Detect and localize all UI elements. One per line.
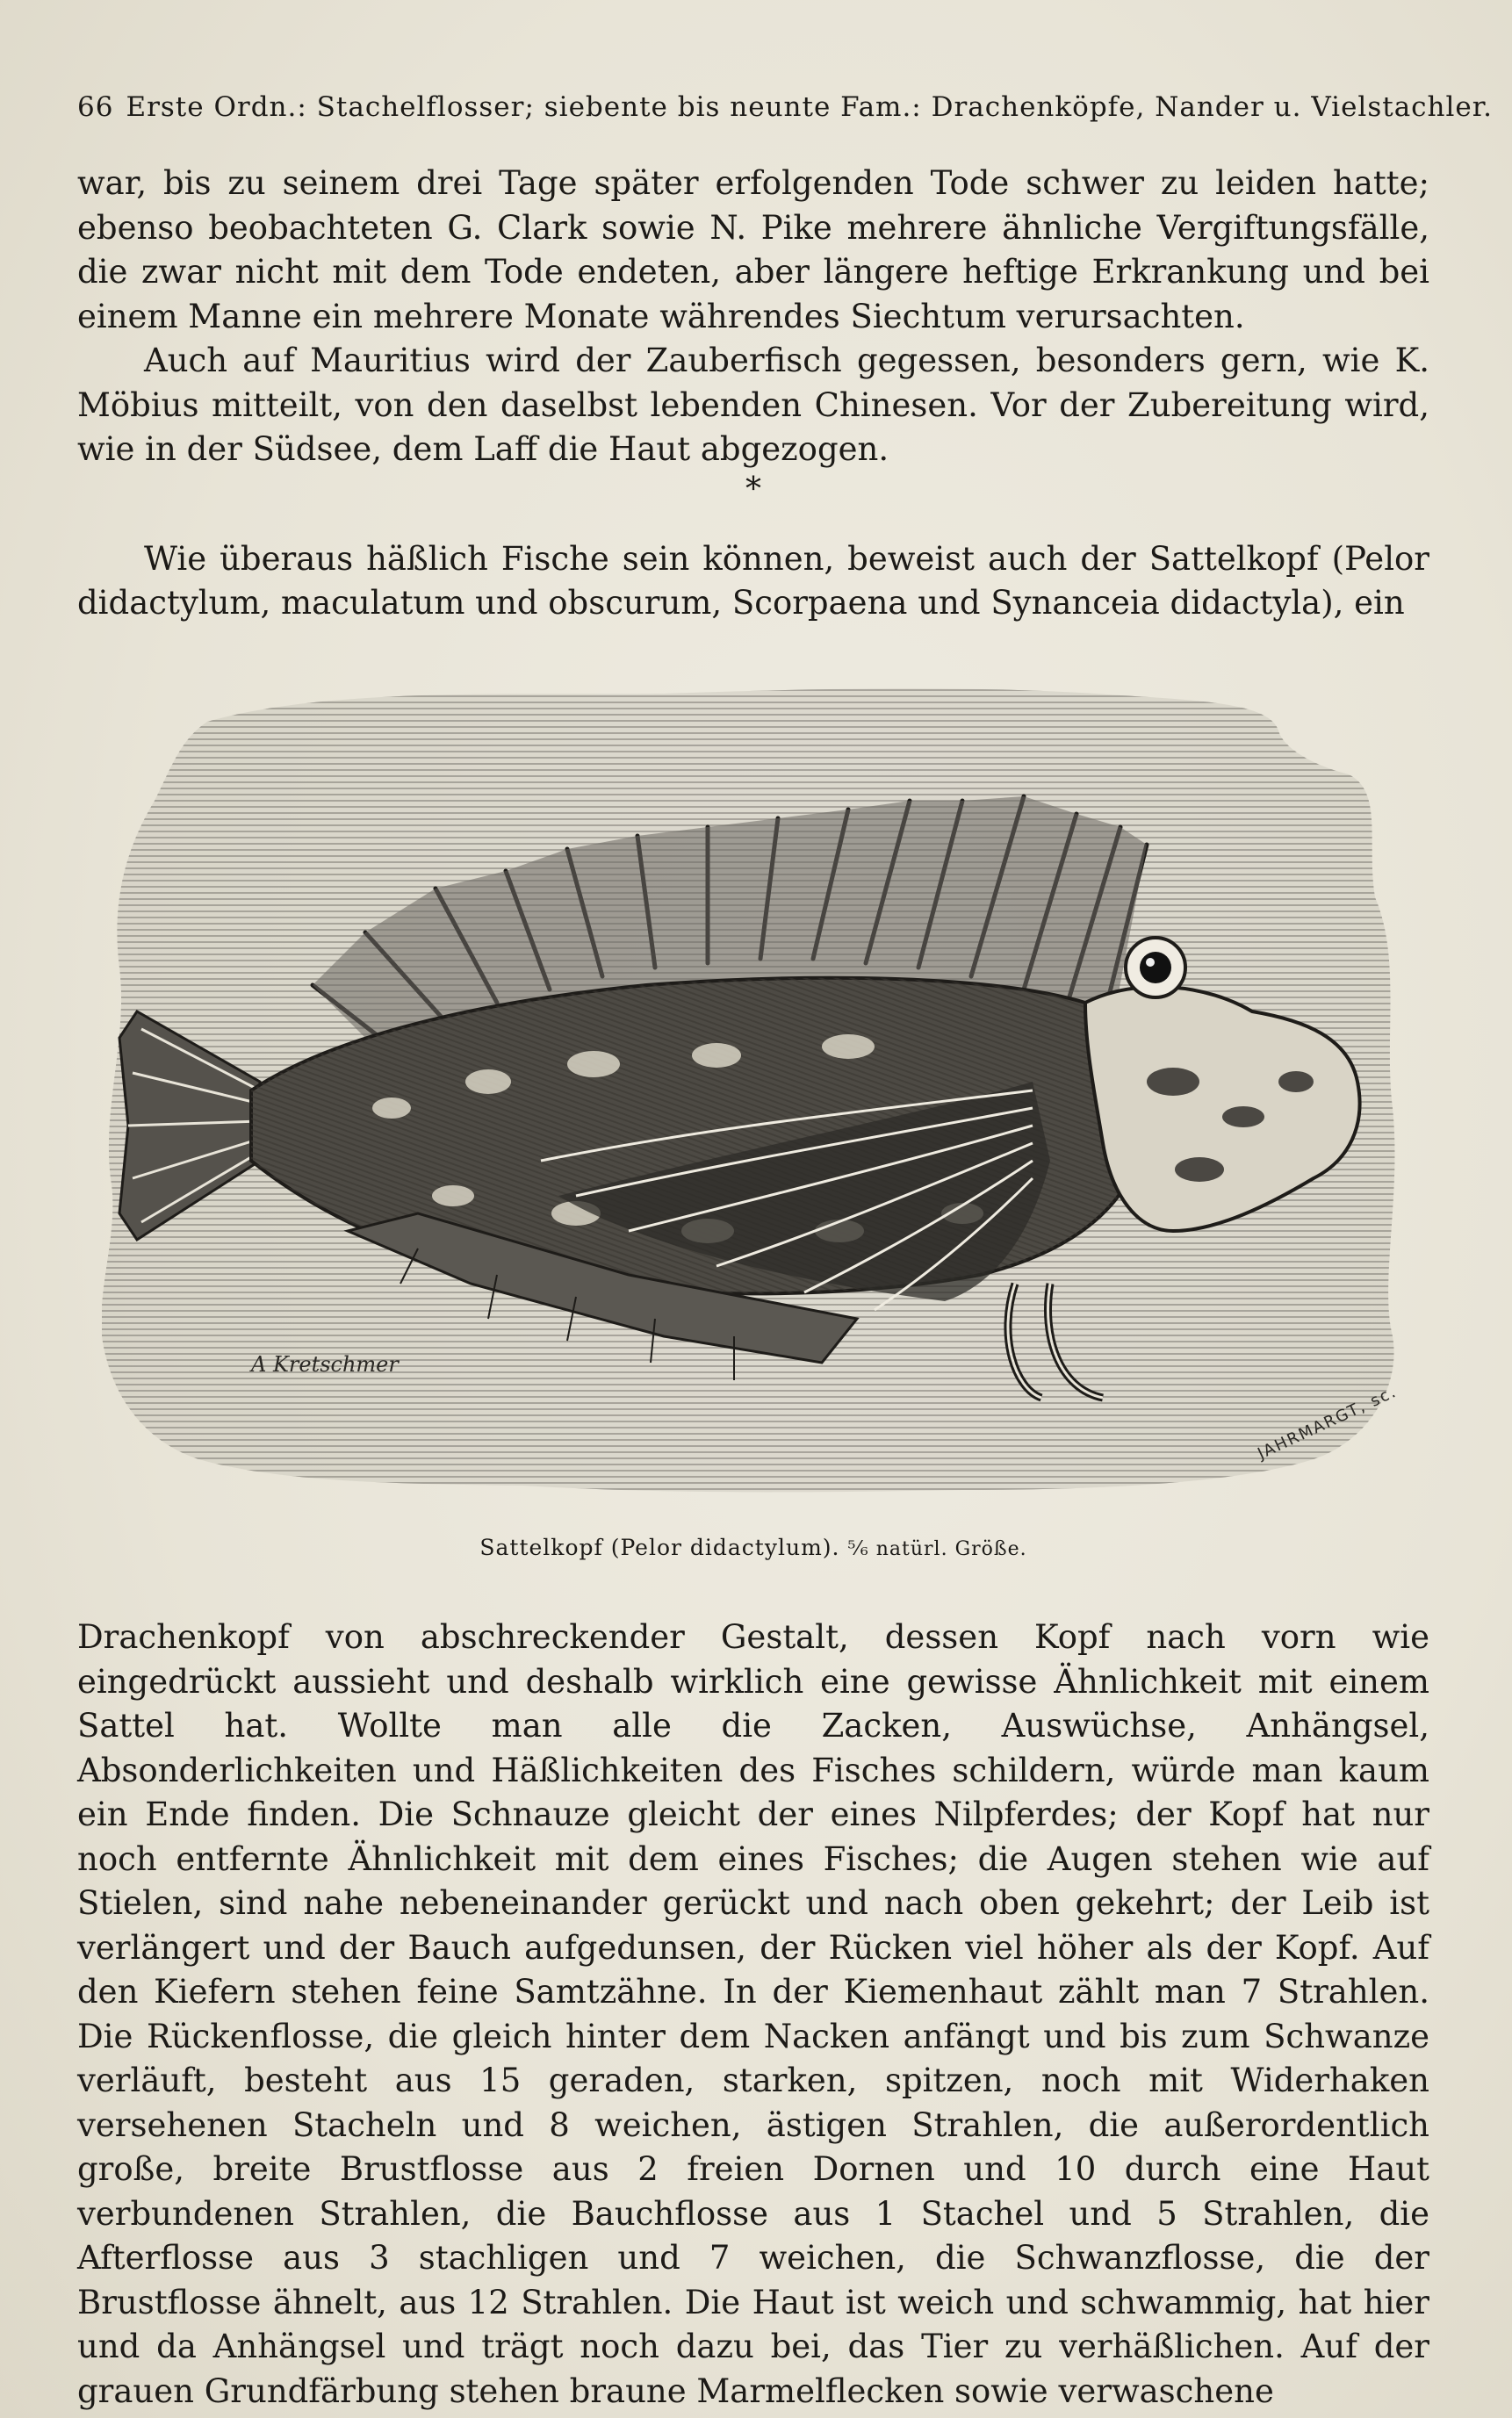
paragraph-sattelkopf-intro: Wie überaus häßlich Fische sein können, beweist auch der Sattelkopf (Pelor didactylum, maculatum und obscurum, Scorpaena und Synanceia didactyla), ein (77, 539, 1429, 622)
section-separator: * (745, 471, 761, 507)
text-block-bottom (77, 1616, 1429, 2414)
figure-caption (77, 1535, 1429, 1560)
fish-illustration (102, 669, 1410, 1521)
caption-latin: (Pelor didactylum). (610, 1535, 840, 1560)
paragraph-mauritius: Auch auf Mauritius wird der Zauberfisch gegessen, besonders gern, wie K. Möbius mitteilt, von den daselbst lebenden Chinesen. Vor der Zubereitung wird, wie in der Südsee, dem Laff die Haut abgezogen. (77, 342, 1429, 468)
paragraph-description: Drachenkopf von abschreckender Gestalt, dessen Kopf nach vorn wie eingedrückt aussieht und deshalb wirklich eine gewisse Ähnlichkeit mit einem Sattel hat. Wollte man alle die Zacken, Auswüchse, Anhängsel, Absonderlichkeiten und Häßlichkeiten des Fisches schildern, würde man kaum ein Ende finden. Die Schnauze gleicht der eines Nilpferdes; der Kopf hat nur noch entfernte Ähnlichkeit mit dem eines Fisches; die Augen stehen wie auf Stielen, sind nahe nebeneinander gerückt und nach oben gekehrt; der Leib ist verlängert und der Bauch aufgedunsen, der Rücken viel höher als der Kopf. Auf den Kiefern stehen feine Samtzähne. In der Kiemenhaut zählt man 7 Strahlen. Die Rückenflosse, die gleich hinter dem Nacken anfängt und bis zum Schwanze verläuft, besteht aus 15 geraden, starken, spitzen, noch mit Widerhaken versehenen Stacheln und 8 weichen, ästigen Strahlen, die außerordentlich große, breite Brustflosse aus 2 freien Dornen und 10 durch eine Haut verbundenen Strahlen, die Bauchflosse aus 1 Stachel und 5 Strahlen, die Afterflosse aus 3 stachligen und 7 weichen, die Schwanzflosse, die der Brustflosse ähnelt, aus 12 Strahlen. Die Haut ist weich und schwammig, hat hier und da Anhängsel und trägt noch dazu bei, das Tier zu verhäßlichen. Auf der grauen Grundfärbung stehen braune Marmelflecken sowie verwaschene (77, 1618, 1429, 2410)
running-head-title: Erste Ordn.: Stachelflosser; siebente bis neunte Fam.: Drachenköpfe, Nander u. Vielstachler. (126, 91, 1494, 123)
caption-scale: ⁵⁄₆ natürl. Größe. (847, 1538, 1027, 1560)
caption-name: Sattelkopf (479, 1535, 603, 1560)
page-number: 66 (77, 91, 114, 123)
paragraph-continuation: war, bis zu seinem drei Tage später erfolgenden Tode schwer zu leiden hatte; ebenso beobachteten G. Clark sowie N. Pike mehrere ähnliche Vergiftungsfälle, die zwar nicht mit dem Tode endeten, aber längere heftige Erkrankung und bei einem Manne ein mehrere Monate währendes Siechtum verursachten. (77, 164, 1429, 335)
running-head (77, 91, 1494, 123)
engraver-signature: JAHRMARGT, sc. (1255, 1382, 1400, 1464)
artist-signature: A Kretschmer (251, 1352, 399, 1377)
text-block-top (77, 162, 1429, 626)
